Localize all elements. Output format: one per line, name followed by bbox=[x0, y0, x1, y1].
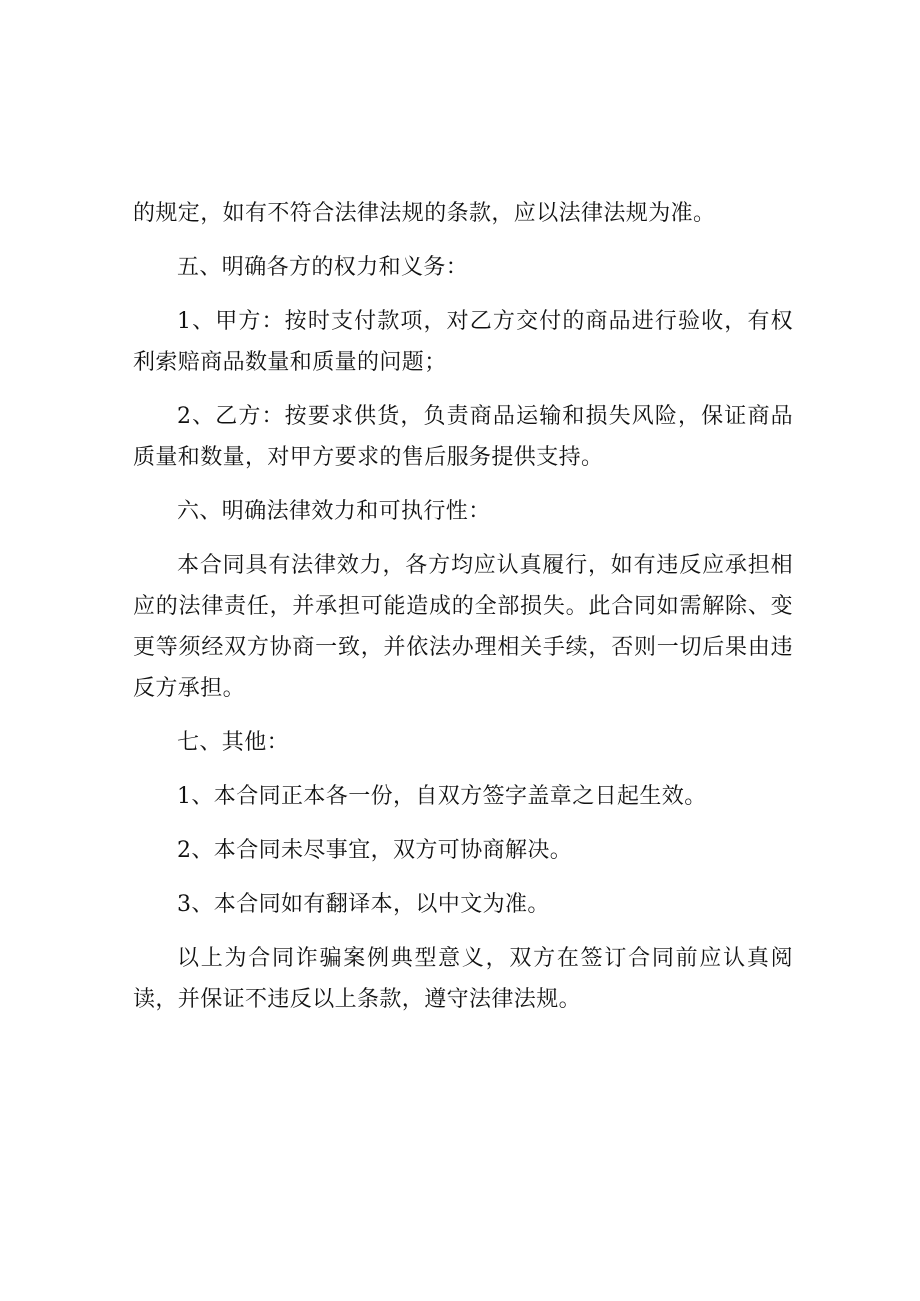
paragraph-continuation: 的规定，如有不符合法律法规的条款，应以法律法规为准。 bbox=[133, 201, 716, 226]
document-body bbox=[133, 193, 793, 1020]
clause-party-b: 2、乙方：按要求供货，负责商品运输和损失风险，保证商品质量和数量，对甲方要求的售后服务提供支持。 bbox=[133, 404, 793, 470]
section-heading-five: 五、明确各方的权力和义务： bbox=[177, 255, 469, 280]
clause-other-2: 2、本合同未尽事宜，双方可协商解决。 bbox=[177, 838, 573, 863]
closing-paragraph: 以上为合同诈骗案例典型意义，双方在签订合同前应认真阅读，并保证不违反以上条款，遵守法律法规。 bbox=[133, 946, 793, 1012]
section-heading-seven: 七、其他： bbox=[177, 730, 290, 755]
clause-other-3: 3、本合同如有翻译本，以中文为准。 bbox=[177, 892, 550, 917]
legal-effect-paragraph: 本合同具有法律效力，各方均应认真履行，如有违反应承担相应的法律责任，并承担可能造成的全部损失。此合同如需解除、变更等须经双方协商一致，并依法办理相关手续，否则一切后果由违反方承担。 bbox=[133, 553, 793, 701]
clause-other-1: 1、本合同正本各一份，自双方签字盖章之日起生效。 bbox=[177, 784, 707, 809]
section-heading-six: 六、明确法律效力和可执行性： bbox=[177, 499, 491, 524]
clause-party-a: 1、甲方：按时支付款项，对乙方交付的商品进行验收，有权利索赔商品数量和质量的问题； bbox=[133, 309, 793, 375]
